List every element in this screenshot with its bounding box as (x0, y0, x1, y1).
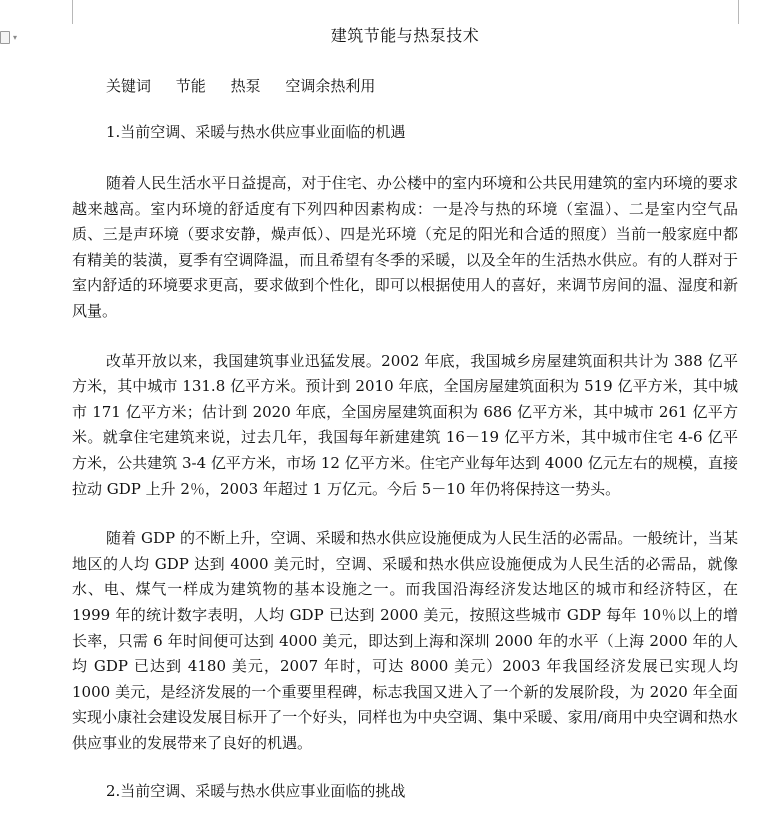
paragraph: 随着 GDP 的不断上升，空调、采暖和热水供应设施便成为人民生活的必需品。一般统计，当某地区的人均 GDP 达到 4000 美元时，空调、采暖和热水供应设施便成为人民生活的必需品，就像水、电、煤气一样成为建筑物的基本设施之一。而我国沿海经济发达地区的城市和经济特区，在 1999 年的统计数字表明，人均 GDP 已达到 2000 美元，按照这些城市 GDP 每年 10％以上的增长率，只需 6 年时间便可达到 4000 美元，即达到上海和深圳 2000 年的水平（上海 2000 年的人均 GDP 已达到 4180 美元，2007 年时，可达 8000 美元）2003 年我国经济发展已实现人均 1000 美元，是经济发展的一个重要里程碑，标志我国又进入了一个新的发展阶段，为 2020 年全面实现小康社会建设发展目标开了一个好头，同样也为中央空调、集中采暖、家用/商用中央空调和热水供应事业的发展带来了良好的机遇。 (72, 529, 738, 752)
keywords-line (72, 74, 738, 98)
document-page (72, 0, 738, 803)
keyword-item: 节能 (175, 77, 206, 95)
paragraph: 随着人民生活水平日益提高，对于住宅、办公楼中的室内环境和公共民用建筑的室内环境的要求越来越高。室内环境的舒适度有下列四种因素构成：一是冷与热的环境（室温）、二是室内空气品质、三是声环境（要求安静，燥声低）、四是光环境（充足的阳光和合适的照度）当前一般家庭中都有精美的装潢，夏季有空调降温，而且希望有冬季的采暖，以及全年的生活热水供应。有的人群对于室内舒适的环境要求更高，要求做到个性化，即可以根据使用人的喜好，来调节房间的温、湿度和新风量。 (72, 174, 738, 320)
margin-corner-right (738, 0, 739, 24)
keywords-label: 关键词 (106, 77, 152, 95)
section-heading: 1.当前空调、采暖与热水供应事业面临的机遇 (106, 123, 406, 141)
section-heading: 2.当前空调、采暖与热水供应事业面临的挑战 (106, 782, 406, 801)
caret-down-icon: ▾ (13, 32, 18, 42)
keyword-item: 空调余热利用 (285, 77, 376, 95)
document-icon (0, 31, 10, 44)
paragraph: 改革开放以来，我国建筑事业迅猛发展。2002 年底，我国城乡房屋建筑面积共计为 388 亿平方米，其中城市 131.8 亿平方米。预计到 2010 年底，全国房屋建筑面积为 519 亿平方米，其中城市 171 亿平方米；估计到 2020 年底，全国房屋建筑面积为 686 亿平方米，其中城市 261 亿平方米。就拿住宅建筑来说，过去几年，我国每年新建建筑 16－19 亿平方米，其中城市住宅 4-6 亿平方米，公共建筑 3-4 亿平方米，市场 12 亿平方米。住宅产业每年达到 4000 亿元左右的规模，直接拉动 GDP 上升 2％，2003 年超过 1 万亿元。今后 5－10 年仍将保持这一势头。 (72, 351, 738, 498)
document-title: 建筑节能与热泵技术 (330, 26, 480, 45)
paste-options-button[interactable] (0, 30, 22, 44)
keyword-item: 热泵 (230, 77, 261, 95)
